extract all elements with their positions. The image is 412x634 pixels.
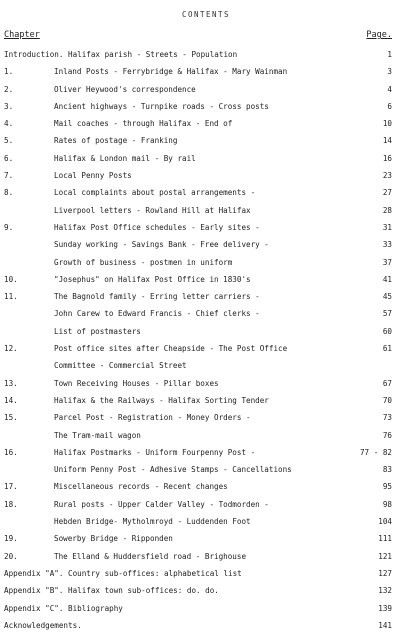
- contents-row: [0, 357, 412, 374]
- contents-row: [0, 184, 412, 201]
- page-range: 77 - 82: [359, 447, 392, 457]
- chapter-number: 11.: [4, 292, 18, 302]
- chapter-number: 2.: [4, 84, 14, 94]
- contents-heading: CONTENTS: [181, 10, 231, 19]
- page-number: 104: [378, 517, 392, 527]
- chapter-number: 5.: [4, 136, 14, 146]
- page-number: 10: [382, 119, 392, 129]
- entry-title: The Elland & Huddersfield road - Brighouse: [54, 551, 247, 561]
- chapter-number: 17.: [4, 482, 18, 492]
- contents-row: [0, 132, 412, 149]
- page-number: 1: [387, 50, 392, 59]
- entry-title: John Carew to Edward Francis - Chief clerks -: [54, 309, 260, 319]
- chapter-number: 12.: [4, 344, 18, 354]
- contents-row: [0, 582, 412, 599]
- entry-title: Miscellaneous records - Recent changes: [54, 482, 228, 492]
- entry-title: Committee - Commercial Street: [54, 361, 187, 371]
- chapter-number: 20.: [4, 551, 18, 561]
- contents-list: [0, 46, 412, 634]
- entry-title: Uniform Penny Post - Adhesive Stamps - Cancellations: [54, 465, 292, 475]
- page-number: 60: [382, 326, 392, 336]
- contents-row: [0, 167, 412, 184]
- page-number: 70: [382, 395, 392, 405]
- contents-row: [0, 254, 412, 271]
- entry-title: Appendix "B". Halifax town sub-offices: do. do.: [4, 586, 219, 596]
- contents-row: [0, 288, 412, 305]
- contents-row: [0, 513, 412, 530]
- contents-row: [0, 461, 412, 478]
- page-number: 27: [382, 188, 392, 198]
- page-number: 141: [378, 620, 392, 630]
- contents-row: [0, 617, 412, 634]
- contents-row: [0, 63, 412, 80]
- contents-row: [0, 150, 412, 167]
- contents-row: [0, 202, 412, 219]
- contents-row: [0, 219, 412, 236]
- contents-row: [0, 340, 412, 357]
- contents-row: [0, 323, 412, 340]
- page-number: 67: [382, 378, 392, 388]
- page-number: 31: [382, 222, 392, 232]
- chapter-number: 18.: [4, 499, 18, 509]
- entry-title: The Tram-mail wagon: [54, 430, 141, 440]
- page-number: 33: [382, 240, 392, 250]
- chapter-number: 19.: [4, 534, 18, 544]
- entry-title: Inland Posts - Ferrybridge & Halifax - Mary Wainman: [54, 67, 288, 77]
- chapter-number: 7.: [4, 171, 14, 181]
- entry-title: The Bagnold family - Erring letter carriers -: [54, 292, 260, 302]
- contents-row: [0, 236, 412, 253]
- entry-title: Town Receiving Houses - Pillar boxes: [54, 378, 219, 388]
- contents-row: [0, 565, 412, 582]
- chapter-number: 6.: [4, 153, 14, 163]
- contents-row: [0, 444, 412, 461]
- page-number: 6: [387, 101, 392, 111]
- page-number: 127: [378, 568, 392, 578]
- page-number: 4: [387, 84, 392, 94]
- page-column-header: Page.: [366, 30, 392, 40]
- contents-row: [0, 305, 412, 322]
- page-number: 3: [387, 67, 392, 77]
- chapter-number: 15.: [4, 413, 18, 423]
- entry-title: Growth of business - postmen in uniform: [54, 257, 233, 267]
- entry-title: Rates of postage - Franking: [54, 136, 178, 146]
- page-number: 61: [382, 344, 392, 354]
- contents-row: [0, 98, 412, 115]
- chapter-number: 10.: [4, 274, 18, 284]
- contents-row: [0, 271, 412, 288]
- entry-title: Hebden Bridge- Mytholmroyd - Luddenden Foot: [54, 517, 251, 527]
- page-number: 23: [382, 171, 392, 181]
- entry-title: List of postmasters: [54, 326, 141, 336]
- chapter-number: 3.: [4, 101, 14, 111]
- entry-title: Halifax & the Railways - Halifax Sorting Tender: [54, 395, 269, 405]
- chapter-number: 8.: [4, 188, 14, 198]
- entry-title: Ancient highways - Turnpike roads - Cross posts: [54, 101, 269, 111]
- chapter-number: 14.: [4, 395, 18, 405]
- contents-row: [0, 427, 412, 444]
- page-number: 28: [382, 205, 392, 215]
- page-number: 139: [378, 603, 392, 613]
- contents-row: [0, 115, 412, 132]
- page-number: 45: [382, 292, 392, 302]
- page-number: 111: [378, 534, 392, 544]
- entry-title: Halifax Post Office schedules - Early sites -: [54, 222, 260, 232]
- contents-row: [0, 548, 412, 565]
- contents-row: [0, 496, 412, 513]
- page-number: 95: [382, 482, 392, 492]
- entry-title: Rural posts - Upper Calder Valley - Todmorden -: [54, 499, 269, 509]
- contents-row: [0, 478, 412, 495]
- entry-title: Sowerby Bridge - Ripponden: [54, 534, 173, 544]
- page-number: 14: [382, 136, 392, 146]
- page-number: 83: [382, 465, 392, 475]
- contents-row: [0, 409, 412, 426]
- contents-row: [0, 600, 412, 617]
- entry-title: Liverpool letters - Rowland Hill at Halifax: [54, 205, 251, 215]
- page-number: 121: [378, 551, 392, 561]
- chapter-number: 16.: [4, 447, 18, 457]
- chapter-number: 4.: [4, 119, 14, 129]
- entry-title: Sunday working - Savings Bank - Free delivery -: [54, 240, 269, 250]
- entry-title: Appendix "C". Bibliography: [4, 603, 123, 613]
- chapter-number: 13.: [4, 378, 18, 388]
- entry-title: "Josephus" on Halifax Post Office in 1830's: [54, 274, 251, 284]
- page-number: 76: [382, 430, 392, 440]
- entry-title: Mail coaches - through Halifax - End of: [54, 119, 233, 129]
- chapter-number: 9.: [4, 222, 14, 232]
- entry-title: Local Penny Posts: [54, 171, 132, 181]
- contents-row: [0, 46, 412, 63]
- page-number: 37: [382, 257, 392, 267]
- contents-row: [0, 81, 412, 98]
- entry-title: Introduction. Halifax parish - Streets - Population: [4, 50, 238, 59]
- page-number: 132: [378, 586, 392, 596]
- contents-row: [0, 392, 412, 409]
- entry-title: Acknowledgements.: [4, 620, 82, 630]
- contents-row: [0, 375, 412, 392]
- page-number: 41: [382, 274, 392, 284]
- page-number: 57: [382, 309, 392, 319]
- page-number: 73: [382, 413, 392, 423]
- entry-title: Halifax & London mail - By rail: [54, 153, 196, 163]
- entry-title: Appendix "A". Country sub-offices: alphabetical list: [4, 568, 242, 578]
- page-number: 98: [382, 499, 392, 509]
- page-number: 16: [382, 153, 392, 163]
- chapter-column-header: Chapter: [4, 30, 40, 40]
- chapter-number: 1.: [4, 67, 14, 77]
- entry-title: Post office sites after Cheapside - The Post Office: [54, 344, 288, 354]
- contents-row: [0, 530, 412, 547]
- entry-title: Oliver Heywood's correspondence: [54, 84, 196, 94]
- entry-title: Local complaints about postal arrangements -: [54, 188, 256, 198]
- entry-title: Halifax Postmarks - Uniform Fourpenny Post -: [54, 447, 256, 457]
- entry-title: Parcel Post - Registration - Money Orders -: [54, 413, 251, 423]
